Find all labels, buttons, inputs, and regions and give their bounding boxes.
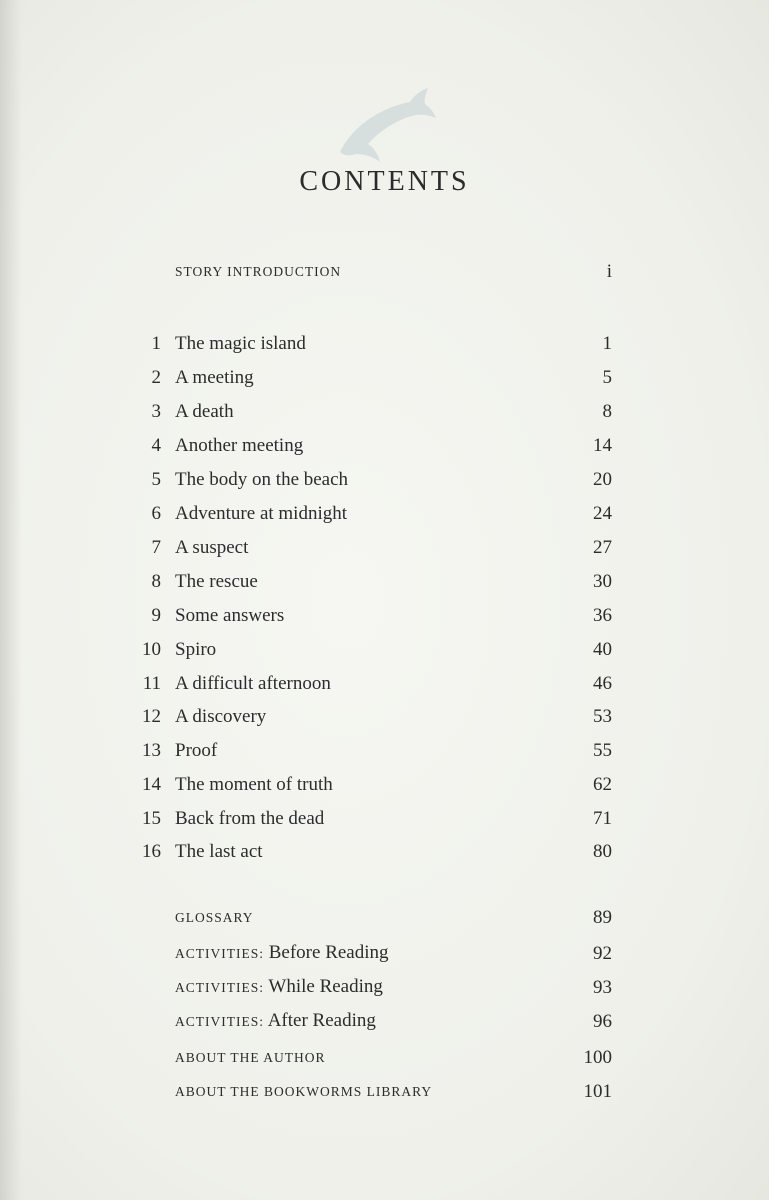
chapter-title: The last act: [175, 841, 263, 862]
chapter-title: Some answers: [175, 605, 285, 626]
chapter-number: 5: [151, 469, 161, 490]
backmatter-page-number: 101: [583, 1081, 612, 1102]
chapter-number: 11: [142, 673, 161, 694]
backmatter-prefix: ACTIVITIES:: [175, 1014, 264, 1029]
chapter-number: 15: [142, 808, 161, 829]
chapter-number: 14: [142, 774, 161, 795]
chapter-title: The moment of truth: [175, 774, 333, 795]
chapter-number: 7: [151, 537, 161, 558]
backmatter-label: [175, 976, 383, 999]
chapter-page-number: 46: [593, 673, 612, 694]
chapter-page-number: 30: [593, 571, 612, 592]
chapter-number: 1: [151, 333, 161, 354]
backmatter-label: [175, 942, 389, 965]
chapter-title: Spiro: [175, 639, 217, 660]
chapter-number: 10: [142, 639, 161, 660]
toc-backmatter-row: [0, 1039, 769, 1069]
toc-chapter-row: [0, 393, 769, 423]
chapter-number: 8: [151, 571, 161, 592]
toc-chapter-row: [0, 665, 769, 695]
toc-chapter-row: [0, 427, 769, 457]
chapter-page-number: 71: [593, 808, 612, 829]
chapter-title: The body on the beach: [175, 469, 349, 490]
backmatter-rest: While Reading: [264, 976, 383, 997]
chapter-number: 16: [142, 841, 161, 862]
toc-chapter-row: [0, 325, 769, 355]
chapter-number: 4: [151, 435, 161, 456]
backmatter-label: [175, 1080, 432, 1103]
chapter-title: A difficult afternoon: [175, 673, 331, 694]
chapter-number: 9: [151, 605, 161, 626]
intro-label: STORY INTRODUCTION: [175, 264, 342, 279]
chapter-number: 13: [142, 740, 161, 761]
toc-chapter-row: [0, 495, 769, 525]
chapter-page-number: 14: [593, 435, 612, 456]
backmatter-page-number: 92: [593, 943, 612, 964]
toc-backmatter-row: [0, 969, 769, 999]
chapter-title: A discovery: [175, 706, 267, 727]
toc-chapter-row: [0, 563, 769, 593]
backmatter-rest: After Reading: [264, 1010, 376, 1031]
chapter-page-number: 8: [602, 401, 612, 422]
backmatter-page-number: 100: [583, 1047, 612, 1068]
chapter-number: 12: [142, 706, 161, 727]
backmatter-label: [175, 1010, 376, 1033]
page-title: CONTENTS: [299, 166, 470, 197]
toc-backmatter-row: [0, 1003, 769, 1033]
backmatter-label: [175, 906, 254, 929]
backmatter-page-number: 96: [593, 1011, 612, 1032]
toc-backmatter-row: [0, 1073, 769, 1103]
toc-chapter-row: [0, 833, 769, 863]
toc-chapter-row: [0, 359, 769, 389]
backmatter-page-number: 93: [593, 977, 612, 998]
toc-chapter-row: [0, 766, 769, 796]
chapter-title: Back from the dead: [175, 808, 325, 829]
toc-chapter-row: [0, 631, 769, 661]
toc-chapter-row: [0, 597, 769, 627]
chapter-title: The rescue: [175, 571, 258, 592]
chapter-page-number: 55: [593, 740, 612, 761]
chapter-page-number: 5: [602, 367, 612, 388]
toc-entry-intro: [0, 253, 769, 283]
chapter-title: A death: [175, 401, 234, 422]
toc-chapter-row: [0, 732, 769, 762]
chapter-page-number: 1: [602, 333, 612, 354]
toc-chapter-row: [0, 800, 769, 830]
dolphin-emblem-icon: [330, 82, 440, 172]
backmatter-rest: Before Reading: [264, 942, 389, 963]
toc-chapter-row: [0, 698, 769, 728]
backmatter-label: [175, 1046, 326, 1069]
toc-backmatter-row: [0, 935, 769, 965]
chapter-page-number: 20: [593, 469, 612, 490]
toc-backmatter-row: [0, 899, 769, 929]
chapter-title: The magic island: [175, 333, 306, 354]
backmatter-prefix: ACTIVITIES:: [175, 946, 264, 961]
chapter-number: 6: [151, 503, 161, 524]
chapter-page-number: 27: [593, 537, 612, 558]
chapter-page-number: 53: [593, 706, 612, 727]
backmatter-prefix: ACTIVITIES:: [175, 980, 264, 995]
toc-chapter-row: [0, 461, 769, 491]
chapter-title: Proof: [175, 740, 218, 761]
chapter-title: A meeting: [175, 367, 254, 388]
chapter-page-number: 40: [593, 639, 612, 660]
backmatter-prefix: GLOSSARY: [175, 910, 254, 925]
chapter-number: 3: [151, 401, 161, 422]
chapter-title: Another meeting: [175, 435, 304, 456]
backmatter-prefix: ABOUT THE AUTHOR: [175, 1050, 326, 1065]
backmatter-page-number: 89: [593, 907, 612, 928]
chapter-page-number: 24: [593, 503, 612, 524]
chapter-page-number: 62: [593, 774, 612, 795]
chapter-page-number: 80: [593, 841, 612, 862]
toc-chapter-row: [0, 529, 769, 559]
backmatter-prefix: ABOUT THE BOOKWORMS LIBRARY: [175, 1084, 433, 1099]
intro-page-number: i: [606, 261, 612, 282]
chapter-title: Adventure at midnight: [175, 503, 348, 524]
chapter-number: 2: [151, 367, 161, 388]
chapter-page-number: 36: [593, 605, 612, 626]
chapter-title: A suspect: [175, 537, 249, 558]
